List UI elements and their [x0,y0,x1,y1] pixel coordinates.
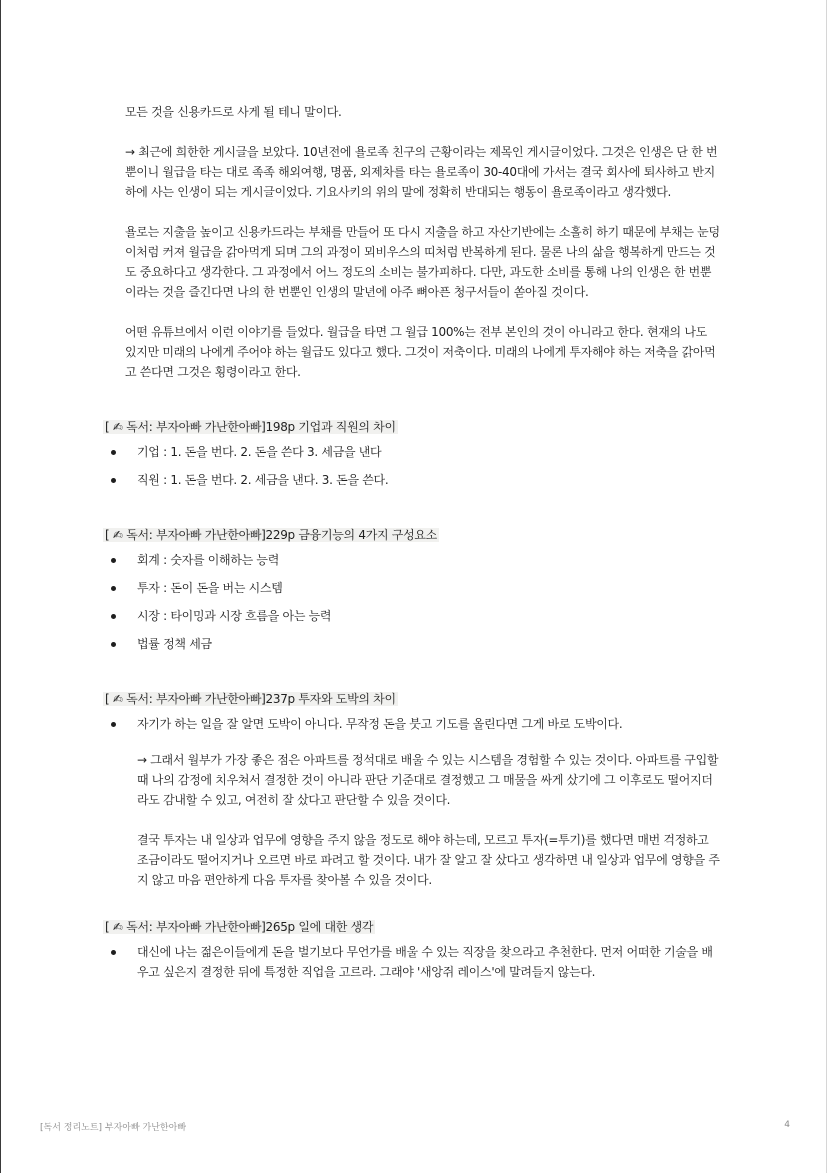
footer-title: [독서 정리노트] 부자아빠 가난한아빠 [40,1123,187,1133]
list-item: 기업 : 1. 돈을 번다. 2. 돈을 쓴다 3. 세금을 낸다 [125,442,721,462]
list-item: 직원 : 1. 돈을 번다. 2. 세금을 낸다. 3. 돈을 쓴다. [125,470,721,490]
paragraph-yolo-debt: 욜로는 지출을 높이고 신용카드라는 부채를 만들어 또 다시 지출을 하고 자산기반에는 소홀히 하기 때문에 부채는 눈덩이처럼 커져 월급을 갉아먹게 되며 그의 과정이 뫼비우스의 띠처럼 반복하게 된다. 물론 나의 삶을 행복하게 만드는 것도 중요하다고 생각한다. 그 과정에서 어느 정도의 소비는 불가피하다. 다만, 과도한 소비를 통해 나의 인생은 한 번뿐이라는 것을 즐긴다면 나의 한 번뿐인 인생의 말년에 아주 뼈아픈 청구서들이 쏟아질 것이다. [125,225,720,299]
list-198p [125,442,721,490]
section-heading-237p: [ ✍ 독서: 부자아빠 가난한아빠]237p 투자와 도박의 차이 [105,692,396,706]
section-heading-265p: [ ✍ 독서: 부자아빠 가난한아빠]265p 일에 대한 생각 [105,920,374,934]
writing-hand-icon: ✍ [112,420,123,434]
list-item: 투자 : 돈이 돈을 버는 시스템 [125,578,721,598]
list-item: 회계 : 숫자를 이해하는 능력 [125,550,721,570]
page-content [105,102,721,990]
paragraph-weolbu: → 그래서 월부가 가장 좋은 점은 아파트를 정석대로 배울 수 있는 시스템을 경험할 수 있는 것이다. 아파트를 구입할 때 나의 감정에 치우쳐서 결정한 것이 아니라 판단 기준대로 결정했고 그 매물을 싸게 샀기에 그 이후로도 떨어지더라도 감내할 수 있고, 여전히 잘 샀다고 판단할 수 있을 것이다. [137,753,719,807]
paragraph-intro: 모든 것을 신용카드로 사게 될 테니 말이다. [125,105,342,119]
list-item: 시장 : 타이밍과 시장 흐름을 아는 능력 [125,606,721,626]
paragraph-investment-conclusion: 결국 투자는 내 일상과 업무에 영향을 주지 않을 정도로 해야 하는데, 모르고 투자(=투기)를 했다면 매번 걱정하고 조금이라도 떨어지거나 오르면 바로 파려고 할 것이다. 내가 잘 알고 잘 샀다고 생각하면 내 일상과 업무에 영향을 주지 않고 마음 편안하게 다음 투자를 찾아볼 수 있을 것이다. [137,833,720,887]
writing-hand-icon: ✍ [112,920,123,934]
page-left-edge [0,0,1,1173]
paragraph-savings: 어떤 유튜브에서 이런 이야기를 들었다. 월급을 타면 그 월급 100%는 전부 본인의 것이 아니라고 한다. 현재의 나도 있지만 미래의 나에게 주어야 하는 월급도 있다고 했다. 그것이 저축이다. 미래의 나에게 투자해야 하는 저축을 갉아먹고 쓴다면 그것은 횡령이라고 한다. [125,325,716,379]
section-heading-198p: [ ✍ 독서: 부자아빠 가난한아빠]198p 기업과 직원의 차이 [105,420,396,434]
paragraph-yolo-post: → 최근에 희한한 게시글을 보았다. 10년전에 욜로족 친구의 근황이라는 제목인 게시글이었다. 그것은 인생은 단 한 번뿐이니 월급을 타는 대로 족족 해외여행, 명품, 외제차를 타는 욜로족이 30-40대에 가서는 결국 회사에 퇴사하고 반지하에 사는 인생이 되는 게시글이었다. 기요사키의 위의 말에 정확히 반대되는 행동이 욜로족이라고 생각했다. [125,145,718,199]
list-237p [125,714,721,890]
list-229p [125,550,721,654]
writing-hand-icon: ✍ [112,692,123,706]
list-item: 자기가 하는 일을 잘 알면 도박이 아니다. 무작정 돈을 붓고 기도를 올린다면 그게 바로 도박이다. → 그래서 월부가 가장 좋은 점은 아파트를 정석대로 배울 수 있는 시스템을 경험할 수 있는 것이다. 아파트를 구입할 때 나의 감정에 치우쳐서 결정한 것이 아니라 판단 기준대로 결정했고 그 매물을 싸게 샀기에 그 이후로도 떨어지더라도 감내할 수 있고, 여전히 잘 샀다고 판단할 수 있을 것이다. 결국 투자는 내 일상과 업무에 영향을 주지 않을 정도로 해야 하는데, 모르고 투자(=투기)를 했다면 매번 걱정하고 조금이라도 떨어지거나 오르면 바로 파려고 할 것이다. 내가 잘 알고 잘 샀다고 생각하면 내 일상과 업무에 영향을 주지 않고 마음 편안하게 다음 투자를 찾아볼 수 있을 것이다. [125,714,721,890]
section-heading-229p: [ ✍ 독서: 부자아빠 가난한아빠]229p 금융기능의 4가지 구성요소 [105,528,437,542]
writing-hand-icon: ✍ [112,528,123,542]
list-item: 대신에 나는 젊은이들에게 돈을 벌기보다 무언가를 배울 수 있는 직장을 찾으라고 추천한다. 먼저 어떠한 기술을 배우고 싶은지 결정한 뒤에 특정한 직업을 고르라. 그래야 '새앙쥐 레이스'에 말려들지 않는다. [125,942,721,982]
list-item: 법률 정책 세금 [125,634,721,654]
list-265p [125,942,721,982]
page-number: 4 [784,1120,790,1130]
